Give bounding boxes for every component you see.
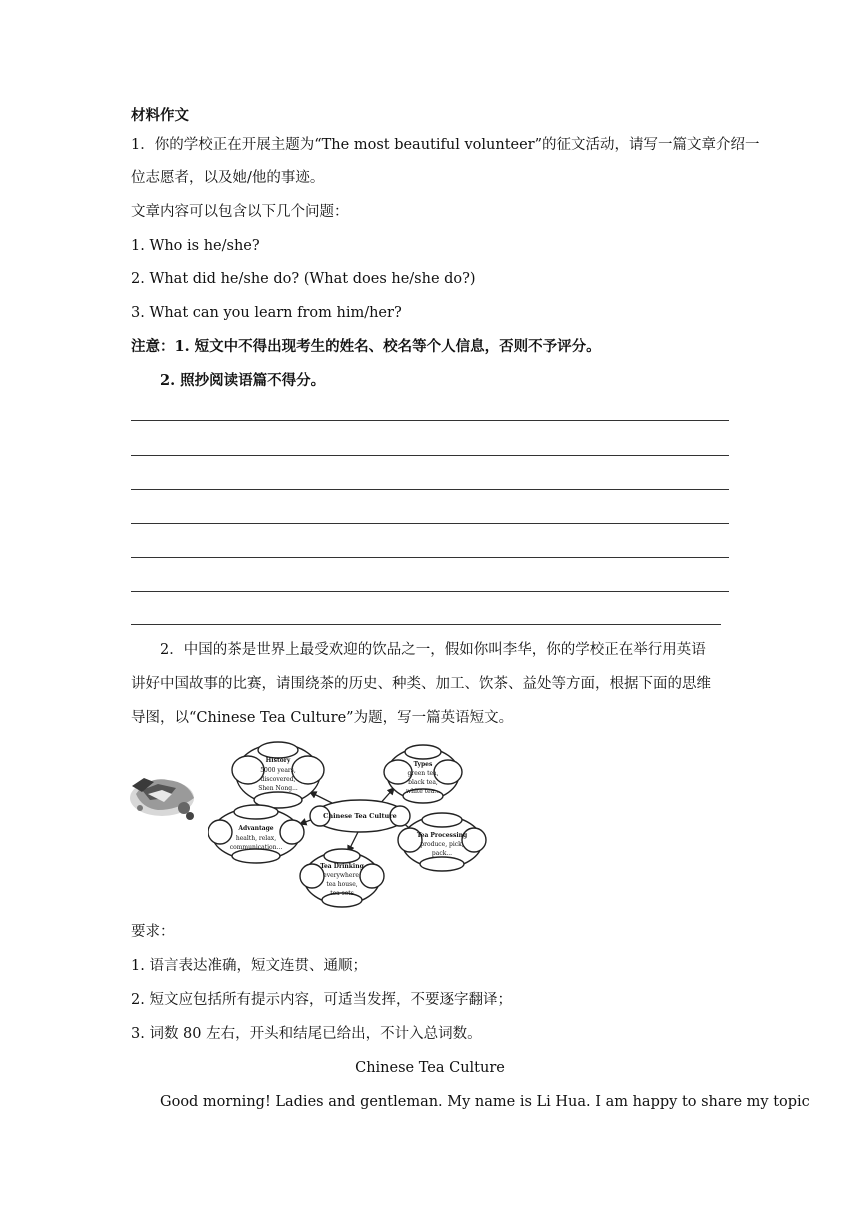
advantage-cloud — [208, 805, 304, 863]
writing-line[interactable] — [131, 455, 729, 456]
task2-prompt-line3: 导图，以“Chinese Tea Culture”为题，写一篇英语短文。 — [131, 710, 514, 726]
writing-line[interactable] — [131, 557, 729, 558]
task2-prompt-line2: 讲好中国故事的比赛，请围绕茶的历史、种类、加工、饮茶、益处等方面，根据下面的思维 — [131, 676, 711, 692]
section-title: 材料作文 — [131, 107, 189, 124]
requirements-title: 要求： — [131, 924, 175, 940]
processing-line: pack... — [431, 850, 453, 857]
center-label: Chinese Tea Culture — [323, 812, 397, 820]
requirement-1: 1. 语言表达准确，短文连贯、通顺； — [131, 958, 367, 974]
task1-prompt-line2: 位志愿者，以及她/他的事迹。 — [131, 170, 325, 186]
types-title: Types — [413, 761, 433, 768]
mind-map — [208, 740, 498, 910]
task1-question-1: 1. Who is he/she? — [131, 238, 260, 254]
task1-question-3: 3. What can you learn from him/her? — [131, 305, 402, 321]
types-line: green tea, — [407, 770, 439, 777]
task1-prompt-line1: 1．你的学校正在开展主题为“The most beautiful volunteer”的征文活动，请写一篇文章介绍一 — [131, 137, 760, 153]
essay-title: Chinese Tea Culture — [355, 1060, 505, 1076]
drinking-line: everywhere, — [323, 872, 361, 879]
task1-content-intro: 文章内容可以包含以下几个问题： — [131, 204, 349, 220]
processing-line: produce, pick, — [420, 841, 464, 848]
writing-line[interactable] — [131, 624, 721, 625]
requirement-3: 3. 词数 80 左右，开头和结尾已给出，不计入总词数。 — [131, 1026, 482, 1042]
writing-line[interactable] — [131, 420, 729, 421]
types-line: black tea, — [408, 779, 438, 786]
writing-line[interactable] — [131, 489, 729, 490]
writing-line[interactable] — [131, 591, 729, 592]
history-line: Shen Nong... — [258, 785, 298, 792]
advantage-title: Advantage — [238, 825, 274, 832]
types-line: white tea... — [405, 788, 441, 795]
writing-line[interactable] — [131, 523, 729, 524]
drinking-title: Tea Drinking — [320, 863, 364, 870]
history-title: History — [265, 757, 291, 764]
task2-prompt-line1: 2．中国的茶是世界上最受欢迎的饮品之一，假如你叫李华，你的学校正在举行用英语 — [160, 642, 706, 658]
task1-note-2: 2. 照抄阅读语篇不得分。 — [160, 372, 326, 389]
advantage-line: communication... — [229, 844, 283, 851]
history-line: discovered, — [260, 776, 296, 783]
requirement-2: 2. 短文应包括所有提示内容，可适当发挥，不要逐字翻译； — [131, 992, 512, 1008]
processing-title: Tea Processing — [416, 832, 468, 839]
drinking-line: tea house, — [326, 881, 358, 888]
task1-note-1: 注意：1. 短文中不得出现考生的姓名、校名等个人信息，否则不予评分。 — [131, 338, 601, 355]
task1-question-2: 2. What did he/she do? (What does he/she do?) — [131, 271, 476, 287]
history-cloud — [232, 742, 324, 808]
drinking-line: tea sets — [330, 890, 354, 897]
essay-opening: Good morning! Ladies and gentleman. My name is Li Hua. I am happy to share my topic — [160, 1094, 810, 1110]
tea-illustration — [128, 764, 200, 824]
advantage-line: health, relax, — [235, 835, 277, 842]
history-line: 5000 years, — [260, 767, 296, 774]
